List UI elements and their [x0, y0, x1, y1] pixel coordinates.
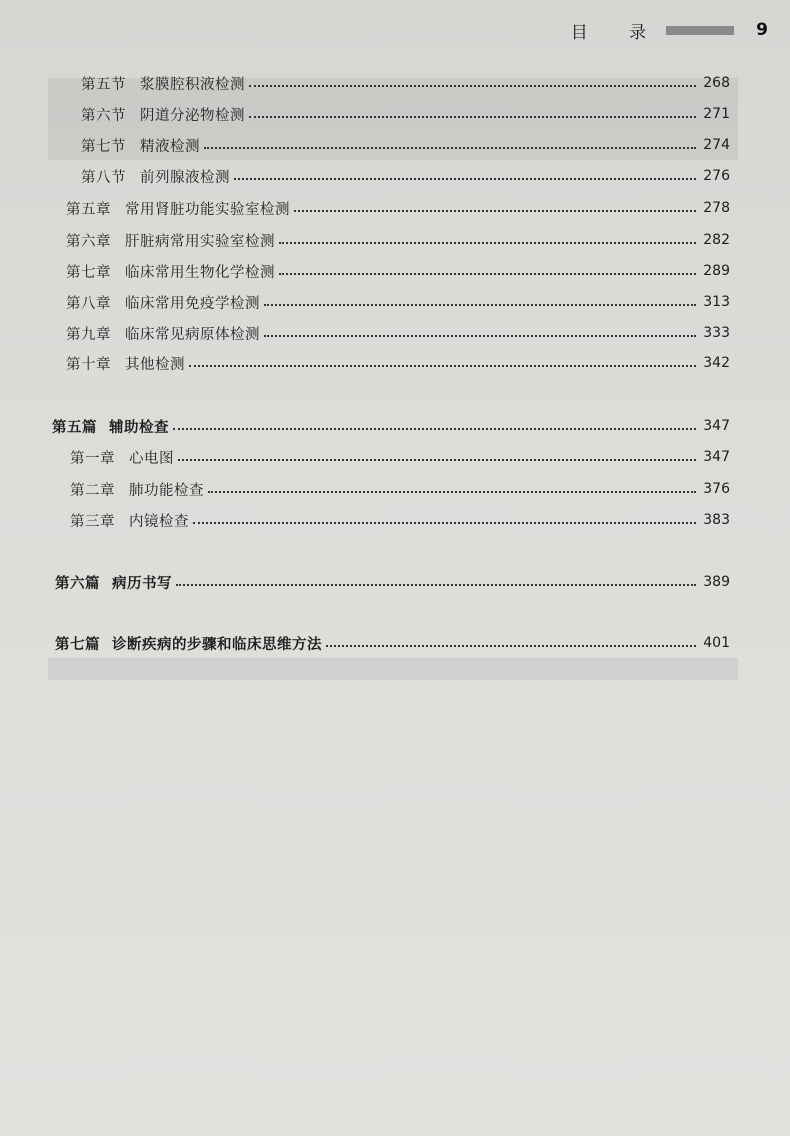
dot-leader	[279, 240, 696, 244]
toc-entry-title: 肝脏病常用实验室检测	[125, 233, 275, 250]
toc-entry-page: 347	[703, 418, 730, 434]
toc-entry-label: 第三章	[70, 513, 115, 530]
dot-leader	[234, 176, 696, 180]
toc-entry[interactable]	[81, 133, 730, 157]
dot-leader	[208, 489, 696, 493]
toc-entry-page: 313	[703, 294, 730, 310]
toc-entry-label: 第七节	[81, 138, 126, 155]
toc-entry-title: 其他检测	[125, 356, 185, 373]
toc-entry-label: 第九章	[66, 326, 111, 343]
running-head-bar	[666, 26, 734, 35]
dot-leader	[279, 271, 696, 275]
toc-entry-title: 临床常用免疫学检测	[125, 295, 260, 312]
toc-entry-label: 第七章	[66, 264, 111, 281]
toc-entry-title: 常用肾脏功能实验室检测	[125, 201, 290, 218]
toc-entry[interactable]	[66, 196, 730, 220]
toc-entry-page: 278	[703, 200, 730, 216]
toc-entry[interactable]	[66, 351, 730, 375]
toc-entry-label: 第五篇	[52, 419, 97, 436]
toc-entry-page: 274	[703, 137, 730, 153]
toc-entry-title: 前列腺液检测	[140, 169, 230, 186]
dot-leader	[178, 457, 696, 461]
toc-entry-label: 第八章	[66, 295, 111, 312]
dot-leader	[176, 582, 696, 586]
toc-entry-label: 第五章	[66, 201, 111, 218]
dot-leader	[193, 520, 696, 524]
toc-entry-page: 383	[703, 512, 730, 528]
bleed-through-band	[48, 658, 738, 680]
toc-entry-label: 第一章	[70, 450, 115, 467]
toc-entry[interactable]	[66, 228, 730, 252]
dot-leader	[326, 643, 696, 647]
toc-entry[interactable]	[70, 477, 730, 501]
dot-leader	[189, 363, 696, 367]
running-head	[571, 18, 768, 42]
dot-leader	[204, 145, 696, 149]
toc-entry-page: 389	[703, 574, 730, 590]
toc-entry-page: 289	[703, 263, 730, 279]
toc-entry-page: 376	[703, 481, 730, 497]
toc-part-entry[interactable]	[52, 414, 730, 438]
toc-entry-label: 第六章	[66, 233, 111, 250]
toc-entry[interactable]	[81, 102, 730, 126]
toc-entry-label: 第六节	[81, 107, 126, 124]
toc-entry-title: 心电图	[129, 450, 174, 467]
toc-entry-title: 浆膜腔积液检测	[140, 76, 245, 93]
toc-entry-title: 诊断疾病的步骤和临床思维方法	[112, 636, 322, 653]
dot-leader	[264, 333, 696, 337]
toc-entry-label: 第六篇	[55, 575, 100, 592]
toc-entry-title: 临床常见病原体检测	[125, 326, 260, 343]
toc-entry-label: 第五节	[81, 76, 126, 93]
toc-entry[interactable]	[81, 71, 730, 95]
dot-leader	[249, 83, 696, 87]
toc-entry-title: 病历书写	[112, 575, 172, 592]
toc-entry-title: 临床常用生物化学检测	[125, 264, 275, 281]
toc-entry-title: 阴道分泌物检测	[140, 107, 245, 124]
page-number: 9	[756, 20, 768, 40]
toc-entry-label: 第八节	[81, 169, 126, 186]
toc-entry-page: 342	[703, 355, 730, 371]
toc-entry-title: 精液检测	[140, 138, 200, 155]
toc-entry[interactable]	[66, 321, 730, 345]
toc-entry[interactable]	[66, 259, 730, 283]
toc-part-entry[interactable]	[55, 570, 730, 594]
toc-entry[interactable]	[70, 445, 730, 469]
dot-leader	[249, 114, 696, 118]
running-head-title: 目 录	[570, 22, 665, 43]
dot-leader	[264, 302, 696, 306]
toc-entry[interactable]	[66, 290, 730, 314]
toc-entry-label: 第七篇	[55, 636, 100, 653]
toc-entry-page: 401	[703, 635, 730, 651]
toc-entry-title: 内镜检查	[129, 513, 189, 530]
dot-leader	[173, 426, 696, 430]
toc-entry-page: 271	[703, 106, 730, 122]
toc-entry[interactable]	[70, 508, 730, 532]
toc-entry-title: 辅助检查	[109, 419, 169, 436]
toc-part-entry[interactable]	[55, 631, 730, 655]
toc-entry-label: 第二章	[70, 482, 115, 499]
toc-entry-page: 268	[703, 75, 730, 91]
dot-leader	[294, 208, 696, 212]
toc-entry-page: 333	[703, 325, 730, 341]
toc-entry-page: 276	[703, 168, 730, 184]
toc-entry-label: 第十章	[66, 356, 111, 373]
toc-entry-page: 347	[703, 449, 730, 465]
toc-entry[interactable]	[81, 164, 730, 188]
toc-entry-title: 肺功能检查	[129, 482, 204, 499]
toc-entry-page: 282	[703, 232, 730, 248]
